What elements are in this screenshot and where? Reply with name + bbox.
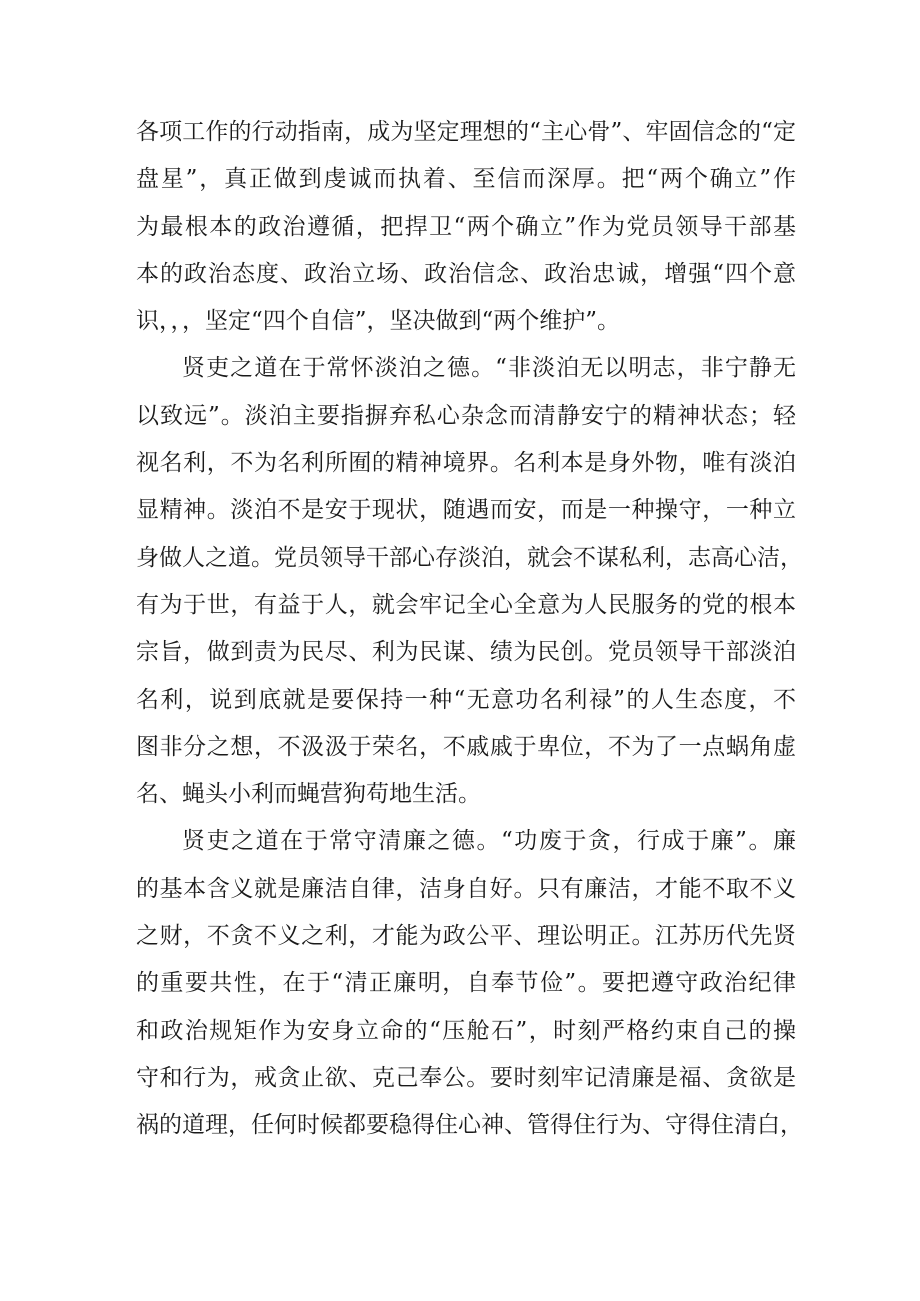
text-line: 守和行为，戒贪止欲、克己奉公。要时刻牢记清廉是福、贪欲是 bbox=[136, 1064, 796, 1091]
paragraph-first-line: 贤吏之道在于常守清廉之德。“功废于贪，行成于廉”。廉 bbox=[182, 828, 796, 855]
text-line: 名、蝇头小利而蝇营狗苟地生活。 bbox=[136, 781, 481, 808]
text-line: 有为于世，有益于人，就会牢记全心全意为人民服务的党的根本 bbox=[136, 591, 796, 618]
text-line: 为最根本的政治遵循，把捍卫“两个确立”作为党员领导干部基 bbox=[136, 213, 796, 240]
text-line: 图非分之想，不汲汲于荣名，不戚戚于卑位，不为了一点蜗角虚 bbox=[136, 733, 796, 760]
text-line: 宗旨，做到责为民尽、利为民谋、绩为民创。党员领导干部淡泊 bbox=[136, 639, 796, 666]
body-text bbox=[136, 109, 803, 1150]
text-line: 的基本含义就是廉洁自律，洁身自好。只有廉洁，才能不取不义 bbox=[136, 875, 796, 902]
text-line: 以致远”。淡泊主要指摒弃私心杂念而清静安宁的精神状态；轻 bbox=[136, 402, 796, 429]
text-line: 祸的道理，任何时候都要稳得住心神、管得住行为、守得住清白， bbox=[136, 1112, 803, 1139]
text-line: 名利，说到底就是要保持一种“无意功名利禄”的人生态度，不 bbox=[136, 686, 796, 713]
text-line: 和政治规矩作为安身立命的“压舱石”，时刻严格约束自己的操 bbox=[136, 1017, 796, 1044]
text-line: 各项工作的行动指南，成为坚定理想的“主心骨”、牢固信念的“定 bbox=[136, 119, 796, 145]
text-line: 识，，，坚定“四个自信”，坚决做到“两个维护”。 bbox=[136, 308, 621, 335]
paragraph-first-line: 贤吏之道在于常怀淡泊之德。“非淡泊无以明志，非宁静无 bbox=[182, 355, 796, 382]
text-line: 之财，不贪不义之利，才能为政公平、理讼明正。江苏历代先贤 bbox=[136, 923, 796, 950]
text-line: 身做人之道。党员领导干部心存淡泊，就会不谋私利，志高心洁， bbox=[136, 544, 803, 571]
text-line: 视名利，不为名利所囿的精神境界。名利本是身外物，唯有淡泊 bbox=[136, 450, 796, 477]
text-line: 显精神。淡泊不是安于现状，随遇而安，而是一种操守，一种立 bbox=[136, 497, 796, 524]
text-line: 本的政治态度、政治立场、政治信念、政治忠诚，增强“四个意 bbox=[136, 260, 796, 287]
text-line: 的重要共性，在于“清正廉明，自奉节俭”。要把遵守政治纪律 bbox=[136, 970, 796, 997]
text-line: 盘星”，真正做到虔诚而执着、至信而深厚。把“两个确立”作 bbox=[136, 166, 796, 193]
